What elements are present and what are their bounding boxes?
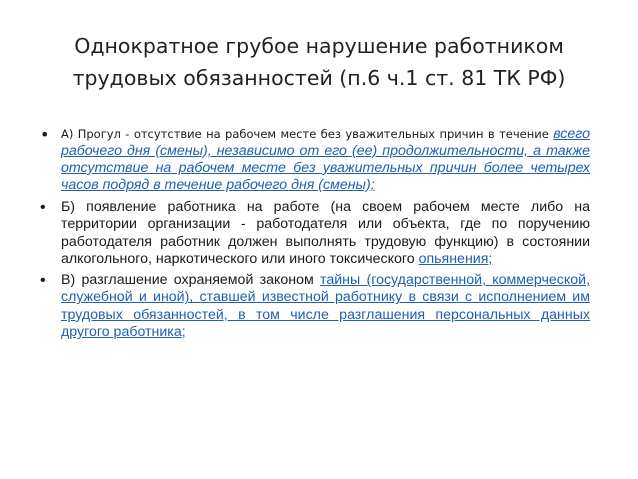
bullet-item-c (38, 272, 590, 341)
bullet-marker: • (40, 272, 46, 290)
bullet-item-b (38, 199, 590, 268)
bullet-marker: • (40, 199, 46, 216)
slide-title: Однократное грубое нарушение работником трудовых обязанностей (п.6 ч.1 ст. 81 ТК РФ) (72, 34, 566, 90)
bullet-marker: • (40, 125, 50, 144)
bullet-text: А) Прогул - отсутствие на рабочем месте без уважительных причин в течение (61, 127, 554, 141)
bullet-item-a (38, 126, 590, 194)
legal-link[interactable]: опьянения; (418, 250, 493, 267)
bullet-list (38, 126, 590, 345)
bullet-text: В) разглашение охраняемой законом (61, 272, 321, 289)
legal-link[interactable]: тайны (государственной, коммерческой, служебной и иной), ставшей известной работнику в связи с исполнением им трудовых обязанностей, в том числе разглашения персональных данных другого работника; (61, 272, 591, 341)
bullet-text: Б) появление работника на работе (на своем рабочем месте либо на территории организации - работодателя или объекта, где по поручению работодателя работник должен выполнять трудовую функцию) в состоянии алкогольного, наркотического или иного токсического (61, 199, 590, 267)
legal-link[interactable]: всего рабочего дня (смены), независимо от его (ее) продолжительности, а также отсутствие на рабочем месте без уважительных причин более четырех часов подряд в течение рабочего дня (смены); (61, 126, 590, 193)
